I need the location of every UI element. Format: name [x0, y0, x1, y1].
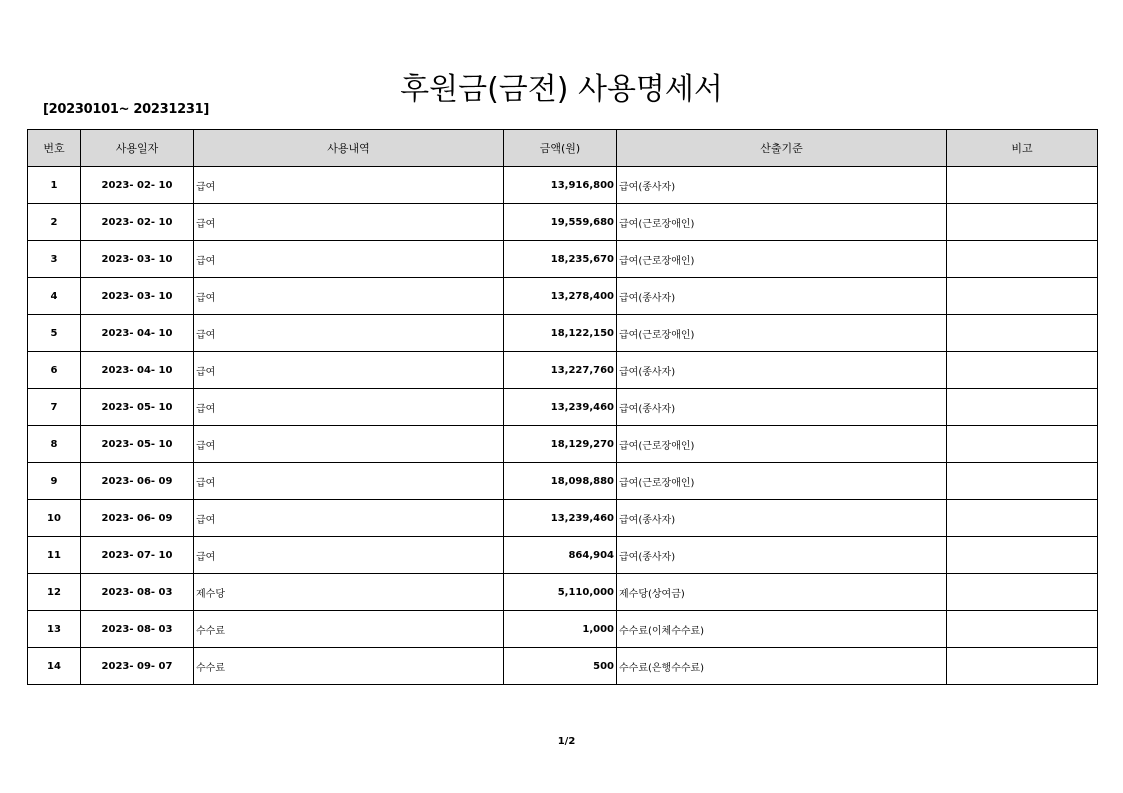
cell-no: 3 — [28, 241, 81, 278]
table-row — [28, 463, 1098, 500]
cell-date: 2023- 02- 10 — [81, 204, 194, 241]
cell-amount: 5,110,000 — [504, 574, 617, 611]
cell-item: 제수당 — [194, 574, 504, 611]
cell-date: 2023- 05- 10 — [81, 389, 194, 426]
cell-amount: 13,239,460 — [504, 500, 617, 537]
cell-note — [947, 315, 1098, 352]
cell-item: 수수료 — [194, 611, 504, 648]
cell-no: 7 — [28, 389, 81, 426]
cell-amount: 13,239,460 — [504, 389, 617, 426]
table-row — [28, 648, 1098, 685]
cell-item: 수수료 — [194, 648, 504, 685]
header-amount: 금액(원) — [504, 130, 617, 167]
cell-item: 급여 — [194, 463, 504, 500]
table-row — [28, 241, 1098, 278]
cell-basis: 급여(종사자) — [617, 389, 947, 426]
cell-basis: 급여(종사자) — [617, 500, 947, 537]
cell-no: 12 — [28, 574, 81, 611]
cell-basis: 급여(근로장애인) — [617, 426, 947, 463]
cell-date: 2023- 09- 07 — [81, 648, 194, 685]
cell-no: 5 — [28, 315, 81, 352]
cell-basis: 제수당(상여금) — [617, 574, 947, 611]
table-row — [28, 389, 1098, 426]
cell-date: 2023- 03- 10 — [81, 278, 194, 315]
cell-note — [947, 537, 1098, 574]
cell-item: 급여 — [194, 389, 504, 426]
cell-no: 2 — [28, 204, 81, 241]
cell-note — [947, 204, 1098, 241]
table-row — [28, 537, 1098, 574]
cell-no: 13 — [28, 611, 81, 648]
header-date: 사용일자 — [81, 130, 194, 167]
cell-date: 2023- 02- 10 — [81, 167, 194, 204]
cell-date: 2023- 06- 09 — [81, 500, 194, 537]
cell-basis: 급여(종사자) — [617, 352, 947, 389]
header-basis: 산출기준 — [617, 130, 947, 167]
cell-amount: 1,000 — [504, 611, 617, 648]
table-row — [28, 426, 1098, 463]
cell-basis: 급여(근로장애인) — [617, 463, 947, 500]
cell-basis: 수수료(이체수수료) — [617, 611, 947, 648]
header-note: 비고 — [947, 130, 1098, 167]
period-range: [20230101~ 20231231] — [43, 102, 210, 117]
cell-amount: 19,559,680 — [504, 204, 617, 241]
cell-date: 2023- 05- 10 — [81, 426, 194, 463]
table-row — [28, 278, 1098, 315]
cell-item: 급여 — [194, 352, 504, 389]
cell-basis: 급여(종사자) — [617, 537, 947, 574]
usage-table — [27, 129, 1098, 685]
cell-no: 1 — [28, 167, 81, 204]
cell-date: 2023- 04- 10 — [81, 352, 194, 389]
cell-note — [947, 574, 1098, 611]
cell-note — [947, 278, 1098, 315]
cell-amount: 13,227,760 — [504, 352, 617, 389]
page-number: 1/2 — [557, 736, 576, 747]
cell-note — [947, 648, 1098, 685]
cell-item: 급여 — [194, 500, 504, 537]
cell-item: 급여 — [194, 315, 504, 352]
cell-date: 2023- 03- 10 — [81, 241, 194, 278]
page-title: 후원금(금전) 사용명세서 — [400, 72, 723, 108]
cell-item: 급여 — [194, 241, 504, 278]
table-row — [28, 611, 1098, 648]
cell-note — [947, 611, 1098, 648]
table-row — [28, 352, 1098, 389]
cell-item: 급여 — [194, 426, 504, 463]
cell-no: 6 — [28, 352, 81, 389]
cell-no: 8 — [28, 426, 81, 463]
cell-note — [947, 241, 1098, 278]
cell-amount: 18,122,150 — [504, 315, 617, 352]
cell-no: 10 — [28, 500, 81, 537]
cell-date: 2023- 08- 03 — [81, 574, 194, 611]
cell-note — [947, 426, 1098, 463]
cell-item: 급여 — [194, 537, 504, 574]
table-row — [28, 500, 1098, 537]
cell-note — [947, 463, 1098, 500]
cell-note — [947, 352, 1098, 389]
cell-date: 2023- 04- 10 — [81, 315, 194, 352]
cell-basis: 급여(종사자) — [617, 278, 947, 315]
cell-amount: 500 — [504, 648, 617, 685]
table-row — [28, 315, 1098, 352]
cell-note — [947, 167, 1098, 204]
cell-basis: 급여(종사자) — [617, 167, 947, 204]
cell-amount: 18,235,670 — [504, 241, 617, 278]
cell-item: 급여 — [194, 204, 504, 241]
cell-amount: 13,916,800 — [504, 167, 617, 204]
cell-basis: 급여(근로장애인) — [617, 241, 947, 278]
cell-no: 11 — [28, 537, 81, 574]
cell-no: 9 — [28, 463, 81, 500]
cell-note — [947, 389, 1098, 426]
cell-basis: 급여(근로장애인) — [617, 315, 947, 352]
cell-amount: 18,098,880 — [504, 463, 617, 500]
table-row — [28, 204, 1098, 241]
header-no: 번호 — [28, 130, 81, 167]
cell-date: 2023- 07- 10 — [81, 537, 194, 574]
cell-amount: 864,904 — [504, 537, 617, 574]
header-item: 사용내역 — [194, 130, 504, 167]
cell-item: 급여 — [194, 278, 504, 315]
cell-amount: 13,278,400 — [504, 278, 617, 315]
cell-date: 2023- 08- 03 — [81, 611, 194, 648]
cell-no: 14 — [28, 648, 81, 685]
cell-basis: 수수료(은행수수료) — [617, 648, 947, 685]
cell-item: 급여 — [194, 167, 504, 204]
table-body — [28, 167, 1098, 685]
table-row — [28, 167, 1098, 204]
cell-note — [947, 500, 1098, 537]
cell-basis: 급여(근로장애인) — [617, 204, 947, 241]
cell-no: 4 — [28, 278, 81, 315]
cell-amount: 18,129,270 — [504, 426, 617, 463]
cell-date: 2023- 06- 09 — [81, 463, 194, 500]
table-row — [28, 574, 1098, 611]
table-header-row — [28, 130, 1098, 167]
